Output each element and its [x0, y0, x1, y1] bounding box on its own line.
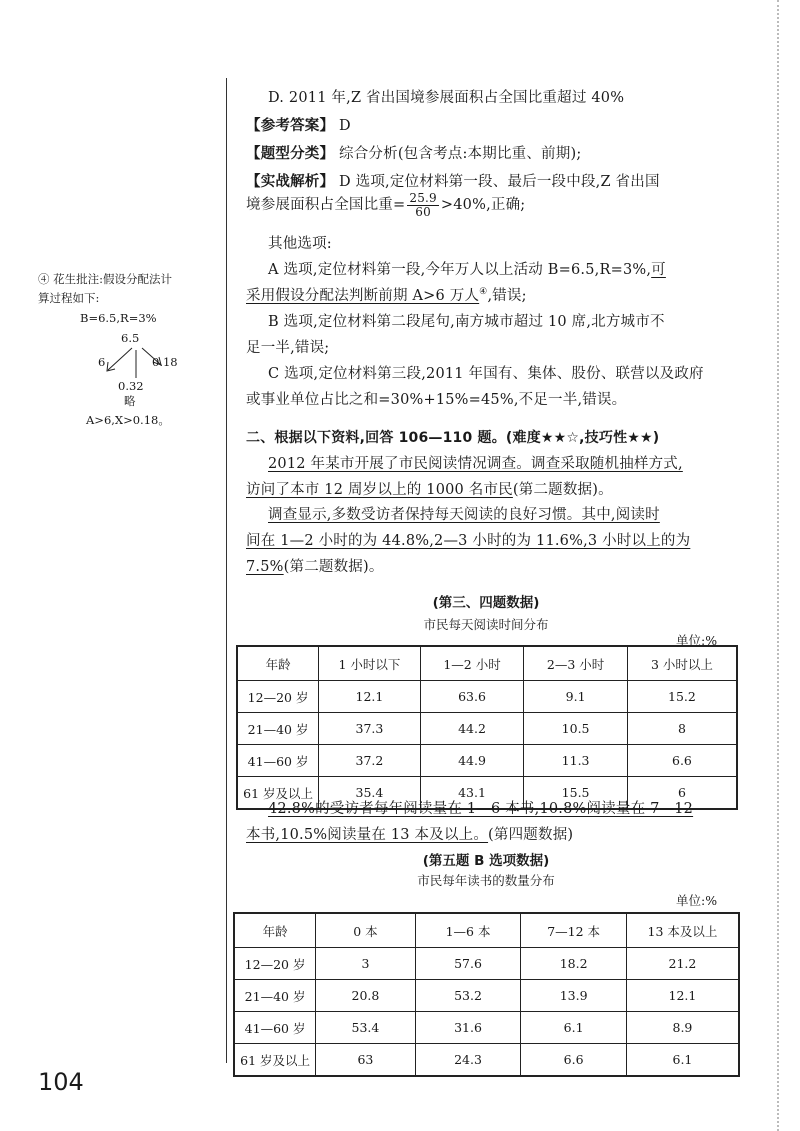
table-cell: 6.1 — [626, 1044, 739, 1077]
header-cell: 年龄 — [234, 913, 316, 948]
option-a-text: A 选项,定位材料第一段,今年万人以上活动 B=6.5,R=3%, — [268, 262, 652, 278]
table-cell: 35.4 — [319, 777, 421, 810]
sidenote-left-value: 6 — [98, 355, 106, 369]
table-cell: 37.2 — [319, 745, 421, 777]
table-cell: 21.2 — [626, 948, 739, 980]
table-1-caption: (第三、四题数据) — [432, 595, 540, 611]
table-cell: 6 — [627, 777, 737, 810]
paragraph-2-line-3 — [246, 555, 384, 576]
option-a-line-1 — [268, 258, 666, 279]
option-a-line-2 — [246, 284, 527, 305]
reference-answer-value: D — [339, 118, 351, 134]
table-cell: 53.2 — [415, 980, 521, 1012]
table-1-unit: 单位:% — [676, 633, 718, 648]
table-cell: 12.1 — [626, 980, 739, 1012]
analysis-text-1: D 选项,定位材料第一段、最后一段中段,Z 省出国 — [339, 174, 660, 190]
table-cell: 37.3 — [319, 713, 421, 745]
table-cell: 61 岁及以上 — [234, 1044, 316, 1077]
margin-divider — [226, 78, 227, 1063]
header-cell: 1 小时以下 — [319, 646, 421, 681]
table-cell: 6.6 — [521, 1044, 627, 1077]
table-cell: 13.9 — [521, 980, 627, 1012]
header-cell: 年龄 — [237, 646, 319, 681]
analysis-text-2-post: >40%,正确; — [440, 197, 526, 213]
sidenote-mid-label: 略 — [124, 394, 136, 408]
paragraph-1-line-2 — [246, 478, 613, 499]
fraction — [407, 192, 439, 219]
sidenote-conclusion: A>6,X>0.18。 — [86, 413, 170, 427]
header-cell: 13 本及以上 — [626, 913, 739, 948]
table-row — [234, 1012, 739, 1044]
section-heading: 二、根据以下资料,回答 106—110 题。(难度★★☆,技巧性★★) — [246, 430, 660, 446]
option-a-underlined: 采用假设分配法判断前期 A>6 万人 — [246, 288, 480, 304]
paragraph-1-line-1 — [268, 452, 683, 473]
table-cell: 20.8 — [316, 980, 416, 1012]
question-type-label: 【题型分类】 — [246, 146, 335, 162]
table-cell: 12—20 岁 — [234, 948, 316, 980]
table-header-row — [237, 646, 737, 681]
table-cell: 8.9 — [626, 1012, 739, 1044]
table-row — [237, 713, 737, 745]
paragraph-1-note: (第二题数据)。 — [512, 482, 613, 498]
table-cell: 24.3 — [415, 1044, 521, 1077]
header-cell: 0 本 — [316, 913, 416, 948]
table-2-unit: 单位:% — [676, 893, 718, 908]
reference-answer — [246, 114, 351, 135]
header-cell: 2—3 小时 — [524, 646, 628, 681]
header-cell: 1—6 本 — [415, 913, 521, 948]
table-row — [234, 1044, 739, 1077]
table-cell: 3 — [316, 948, 416, 980]
table-cell: 53.4 — [316, 1012, 416, 1044]
paragraph-3-note: (第四题数据) — [488, 827, 574, 843]
sidenote-title-2: 算过程如下: — [38, 291, 100, 305]
table-cell: 41—60 岁 — [234, 1012, 316, 1044]
paragraph-2-line-2 — [246, 529, 690, 550]
table-cell: 8 — [627, 713, 737, 745]
table-2-caption: (第五题 B 选项数据) — [422, 853, 550, 869]
paragraph-1-text-2: 访问了本市 12 周岁以上的 1000 名市民 — [246, 482, 513, 498]
table-cell: 12—20 岁 — [237, 681, 319, 713]
header-cell: 1—2 小时 — [420, 646, 524, 681]
table-cell: 15.2 — [627, 681, 737, 713]
paragraph-1-text-1: 2012 年某市开展了市民阅读情况调查。调查采取随机抽样方式, — [268, 456, 683, 472]
footnote-marker: ④ — [479, 287, 488, 298]
table-reading-time — [236, 645, 738, 810]
table-cell: 63 — [316, 1044, 416, 1077]
fraction-numerator: 25.9 — [409, 190, 437, 205]
sidenote-formula: B=6.5,R=3% — [80, 311, 157, 325]
paragraph-3-line-2 — [246, 823, 573, 844]
option-d: D. 2011 年,Z 省出国境参展面积占全国比重超过 40% — [268, 90, 625, 106]
table-cell: 57.6 — [415, 948, 521, 980]
table-cell: 15.5 — [524, 777, 628, 810]
paragraph-2-note: (第二题数据)。 — [283, 559, 384, 575]
question-type-value: 综合分析(包含考点:本期比重、前期); — [339, 146, 582, 162]
reference-answer-label: 【参考答案】 — [246, 118, 335, 134]
table-cell: 31.6 — [415, 1012, 521, 1044]
table-cell: 9.1 — [524, 681, 628, 713]
table-cell: 6.1 — [521, 1012, 627, 1044]
table-cell: 10.5 — [524, 713, 628, 745]
sidenote-top-value: 6.5 — [121, 331, 140, 345]
table-row — [234, 980, 739, 1012]
paragraph-3-text-2: 本书,10.5%阅读量在 13 本及以上。 — [246, 827, 489, 843]
table-cell: 61 岁及以上 — [237, 777, 319, 810]
table-row — [237, 745, 737, 777]
table-cell: 43.1 — [420, 777, 524, 810]
table-cell: 12.1 — [319, 681, 421, 713]
option-a-text-underlined: 可 — [651, 262, 666, 278]
paragraph-2-text-3: 7.5% — [246, 559, 284, 575]
analysis-label: 【实战解析】 — [246, 174, 335, 190]
table-cell: 21—40 岁 — [237, 713, 319, 745]
table-1-title: 市民每天阅读时间分布 — [423, 617, 549, 632]
table-cell: 6.6 — [627, 745, 737, 777]
option-b-line-1: B 选项,定位材料第二段尾句,南方城市超过 10 席,北方城市不 — [268, 314, 665, 330]
option-c-line-1: C 选项,定位材料第三段,2011 年国有、集体、股份、联营以及政府 — [268, 366, 704, 382]
option-c-line-2: 或事业单位占比之和=30%+15%=45%,不足一半,错误。 — [246, 392, 627, 408]
paragraph-2-text-1: 调查显示,多数受访者保持每天阅读的良好习惯。其中,阅读时 — [268, 507, 660, 523]
other-options-title: 其他选项: — [268, 236, 332, 252]
table-cell: 63.6 — [420, 681, 524, 713]
analysis-text-2-pre: 境参展面积占全国比重= — [246, 197, 406, 213]
page-number: 104 — [38, 1068, 84, 1096]
table-row — [237, 681, 737, 713]
sidenote-right-value: 0.18 — [152, 355, 178, 369]
table-cell: 44.2 — [420, 713, 524, 745]
paragraph-3-text-1: 42.8%的受访者每年阅读量在 1—6 本书,10.8%阅读量在 7—12 — [268, 801, 694, 817]
table-2-title: 市民每年读书的数量分布 — [417, 873, 555, 888]
table-header-row — [234, 913, 739, 948]
binding-edge-dots — [777, 0, 779, 1131]
paragraph-3-line-1 — [268, 797, 693, 818]
fraction-denominator: 60 — [415, 204, 431, 219]
sidenote-mid-value: 0.32 — [118, 379, 144, 393]
table-row — [234, 948, 739, 980]
sidenote-title-1: ④ 花生批注:假设分配法计 — [38, 272, 173, 286]
header-cell: 3 小时以上 — [627, 646, 737, 681]
table-cell: 21—40 岁 — [234, 980, 316, 1012]
option-a-end: ,错误; — [487, 288, 527, 304]
paragraph-2-line-1 — [268, 503, 660, 524]
table-cell: 18.2 — [521, 948, 627, 980]
analysis-line-2 — [246, 188, 525, 222]
paragraph-2-text-2: 间在 1—2 小时的为 44.8%,2—3 小时的为 11.6%,3 小时以上的为 — [246, 533, 691, 549]
header-cell: 7—12 本 — [521, 913, 627, 948]
table-cell: 41—60 岁 — [237, 745, 319, 777]
left-arrow-line — [108, 348, 132, 370]
table-cell: 11.3 — [524, 745, 628, 777]
question-type — [246, 142, 581, 163]
option-b-line-2: 足一半,错误; — [246, 340, 330, 356]
table-cell: 44.9 — [420, 745, 524, 777]
table-books-per-year — [233, 912, 740, 1077]
